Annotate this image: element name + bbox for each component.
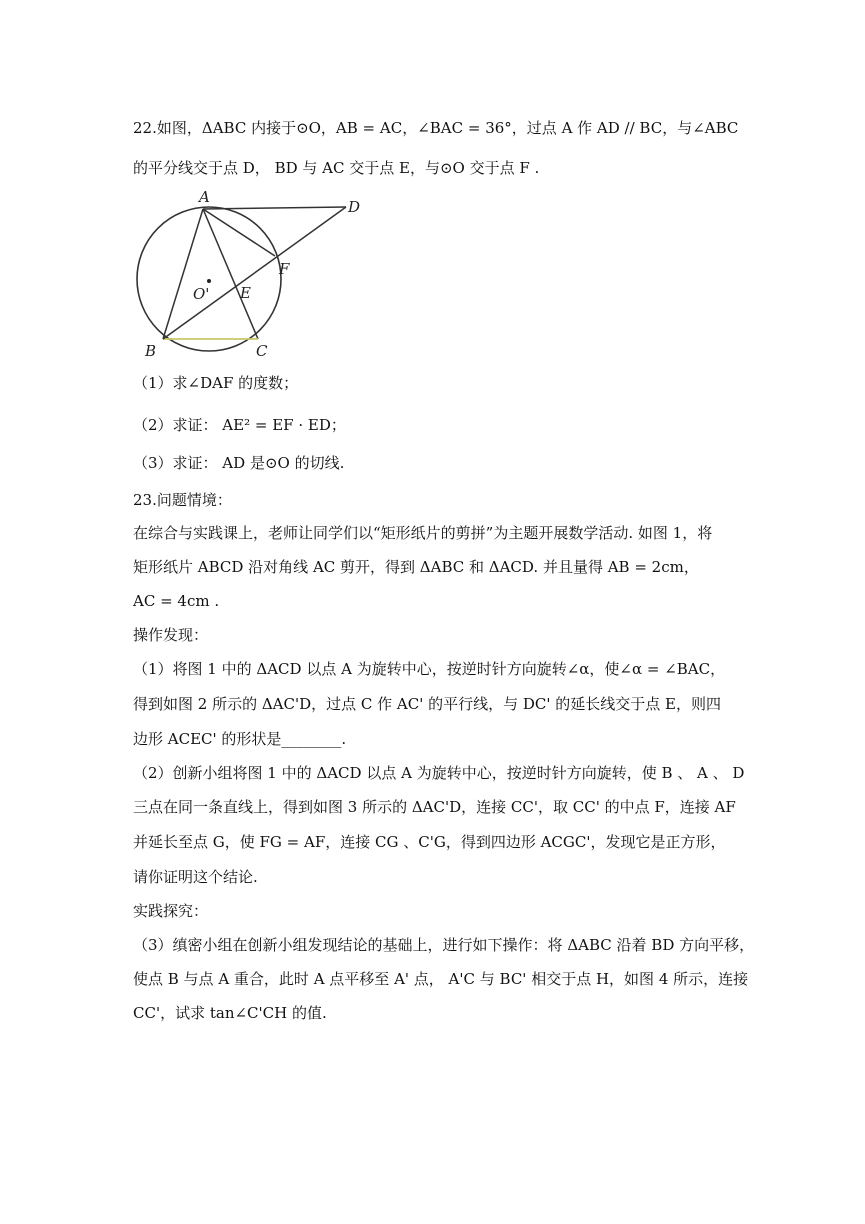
segment-ab	[163, 209, 203, 339]
label-a: A	[199, 188, 210, 206]
q23-op2-line-2: 三点在同一条直线上，得到如图 3 所示的 ΔAC'D，连接 CC'，取 CC' 的中点 F，连接 AF	[133, 798, 736, 816]
segment-ad	[203, 207, 346, 209]
q22-part-3: （3）求证： AD 是⊙O 的切线.	[133, 454, 345, 472]
q23-prac-heading: 实践探究：	[133, 902, 209, 920]
q22-stem-line-1: 22.如图，ΔABC 内接于⊙O，AB = AC，∠BAC = 36°，过点 A 作 AD // BC，与∠ABC	[133, 119, 739, 137]
q22-part-2: （2）求证： AE² = EF · ED；	[133, 416, 346, 434]
center-point-o	[207, 279, 211, 283]
q23-op-heading: 操作发现：	[133, 626, 209, 644]
segment-ac	[203, 209, 258, 339]
q22-figure	[132, 186, 372, 362]
q22-stem-line-2: 的平分线交于点 D， BD 与 AC 交于点 E，与⊙O 交于点 F .	[133, 159, 540, 177]
label-f: F	[279, 260, 290, 278]
q23-op2-line-1: （2）创新小组将图 1 中的 ΔACD 以点 A 为旋转中心，按逆时针方向旋转，使 B 、 A 、 D	[133, 764, 745, 782]
q23-op2-line-3: 并延长至点 G，使 FG = AF，连接 CG 、C'G，得到四边形 ACGC'，发现它是正方形，	[133, 833, 726, 851]
label-e: E	[240, 284, 251, 302]
segment-bd	[163, 207, 346, 339]
label-d: D	[348, 198, 361, 216]
q22-part-1: （1）求∠DAF 的度数；	[133, 374, 299, 392]
q23-prac3-line-1: （3）缜密小组在创新小组发现结论的基础上，进行如下操作：将 ΔABC 沿着 BD 方向平移，	[133, 936, 755, 954]
q23-op2-line-4: 请你证明这个结论.	[133, 868, 258, 886]
q23-op1-line-3: 边形 ACEC' 的形状是________.	[133, 730, 347, 748]
q23-heading: 23.问题情境：	[133, 491, 232, 509]
q23-prac3-line-3: CC'，试求 tan∠C'CH 的值.	[133, 1004, 327, 1022]
q23-intro-line-3: AC = 4cm .	[133, 592, 220, 610]
q23-prac3-line-2: 使点 B 与点 A 重合，此时 A 点平移至 A' 点， A'C 与 BC' 相交于点 H，如图 4 所示，连接	[133, 970, 749, 988]
q23-op1-line-2: 得到如图 2 所示的 ΔAC'D，过点 C 作 AC' 的平行线，与 DC' 的延长线交于点 E，则四	[133, 695, 722, 713]
q23-op1-line-1: （1）将图 1 中的 ΔACD 以点 A 为旋转中心，按逆时针方向旋转∠α，使∠α = ∠BAC，	[133, 660, 726, 678]
label-o: O'	[193, 285, 210, 303]
q23-intro-line-2: 矩形纸片 ABCD 沿对角线 AC 剪开，得到 ΔABC 和 ΔACD. 并且量得 AB = 2cm，	[133, 558, 699, 576]
label-b: B	[145, 342, 157, 360]
q23-intro-line-1: 在综合与实践课上，老师让同学们以“矩形纸片的剪拼”为主题开展数学活动. 如图 1，将	[133, 524, 713, 542]
label-c: C	[256, 342, 268, 360]
